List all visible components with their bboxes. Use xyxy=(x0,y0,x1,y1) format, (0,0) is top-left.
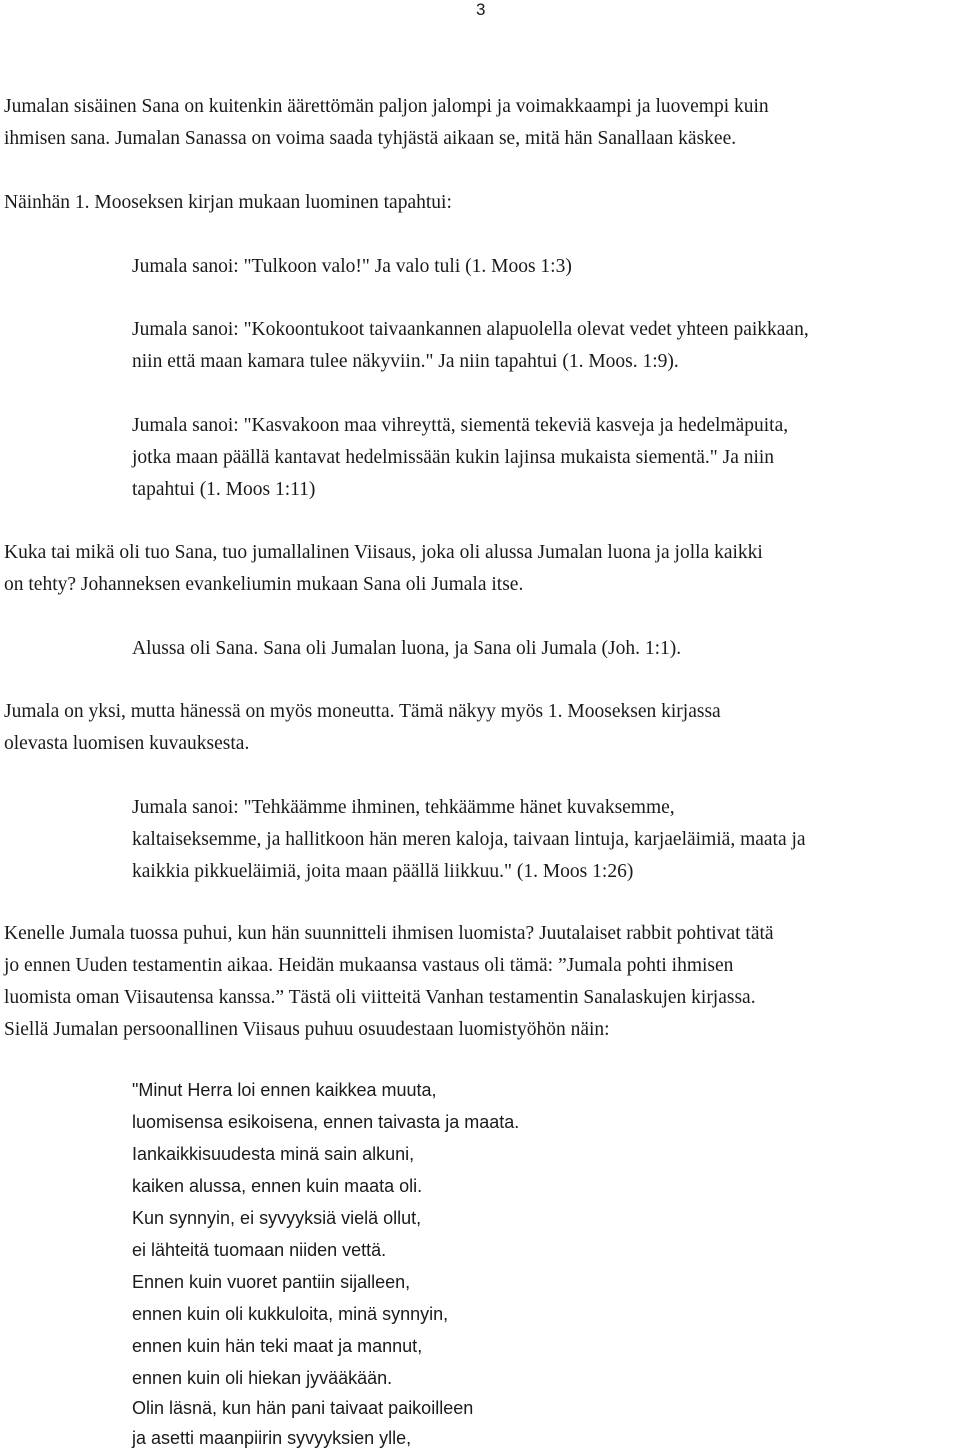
poem-line: luomisensa esikoisena, ennen taivasta ja maata. xyxy=(132,1112,520,1132)
text-line: Jumalan sisäinen Sana on kuitenkin äärettömän paljon jalompi ja voimakkaampi ja luovempi kuin xyxy=(4,96,769,117)
text-line: kaikkia pikkueläimiä, joita maan päällä liikkuu." (1. Moos 1:26) xyxy=(132,861,634,882)
text-line: jo ennen Uuden testamentin aikaa. Heidän mukaansa vastaus oli tämä: ”Jumala pohti ihmisen xyxy=(4,955,734,976)
poem-line: ennen kuin hän teki maat ja mannut, xyxy=(132,1336,423,1356)
poem-line: Ennen kuin vuoret pantiin sijalleen, xyxy=(132,1272,411,1292)
poem-line: "Minut Herra loi ennen kaikkea muuta, xyxy=(132,1080,437,1100)
text-line: on tehty? Johanneksen evankeliumin mukaan Sana oli Jumala itse. xyxy=(4,574,524,595)
poem-line: Iankaikkisuudesta minä sain alkuni, xyxy=(132,1144,415,1164)
poem-line: kaiken alussa, ennen kuin maata oli. xyxy=(132,1176,423,1196)
text-line: Kuka tai mikä oli tuo Sana, tuo jumallalinen Viisaus, joka oli alussa Jumalan luona ja jolla kaikki xyxy=(4,542,763,563)
text-line: Jumala sanoi: "Tehkäämme ihminen, tehkäämme hänet kuvaksemme, xyxy=(132,797,675,818)
text-line: tapahtui (1. Moos 1:11) xyxy=(132,479,316,500)
text-line: niin että maan kamara tulee näkyviin." Ja niin tapahtui (1. Moos. 1:9). xyxy=(132,351,679,372)
text-line: Kenelle Jumala tuossa puhui, kun hän suunnitteli ihmisen luomista? Juutalaiset rabbit pohtivat tätä xyxy=(4,923,774,944)
text-line: Jumala on yksi, mutta hänessä on myös moneutta. Tämä näkyy myös 1. Mooseksen kirjassa xyxy=(4,701,721,722)
poem-line: ja asetti maanpiirin syvyyksien ylle, xyxy=(132,1428,412,1448)
text-line: Näinhän 1. Mooseksen kirjan mukaan luominen tapahtui: xyxy=(4,192,452,213)
text-line: jotka maan päällä kantavat hedelmissään kukin lajinsa mukaista siementä." Ja niin xyxy=(132,447,775,468)
text-line: luomista oman Viisautensa kanssa.” Tästä oli viitteitä Vanhan testamentin Sanalaskujen kirjassa. xyxy=(4,987,756,1008)
poem-line: ennen kuin oli kukkuloita, minä synnyin, xyxy=(132,1304,449,1324)
text-line: ihmisen sana. Jumalan Sanassa on voima saada tyhjästä aikaan se, mitä hän Sanallaan käskee. xyxy=(4,128,737,149)
text-line: Siellä Jumalan persoonallinen Viisaus puhuu osuudestaan luomistyöhön näin: xyxy=(4,1019,610,1040)
poem-line: ennen kuin oli hiekan jyvääkään. xyxy=(132,1368,393,1388)
text-line: olevasta luomisen kuvauksesta. xyxy=(4,733,250,754)
text-line: Alussa oli Sana. Sana oli Jumalan luona, ja Sana oli Jumala (Joh. 1:1). xyxy=(132,638,682,659)
text-line: Jumala sanoi: "Tulkoon valo!" Ja valo tuli (1. Moos 1:3) xyxy=(132,256,572,277)
page-number: 3 xyxy=(476,0,486,19)
poem-line: Kun synnyin, ei syvyyksiä vielä ollut, xyxy=(132,1208,422,1228)
poem-line: Olin läsnä, kun hän pani taivaat paikoilleen xyxy=(132,1398,474,1418)
poem-line: ei lähteitä tuomaan niiden vettä. xyxy=(132,1240,387,1260)
text-line: kaltaiseksemme, ja hallitkoon hän meren kaloja, taivaan lintuja, karjaeläimiä, maata ja xyxy=(132,829,806,850)
text-line: Jumala sanoi: "Kasvakoon maa vihreyttä, siementä tekeviä kasveja ja hedelmäpuita, xyxy=(132,415,789,436)
text-line: Jumala sanoi: "Kokoontukoot taivaankannen alapuolella olevat vedet yhteen paikkaan, xyxy=(132,319,809,340)
